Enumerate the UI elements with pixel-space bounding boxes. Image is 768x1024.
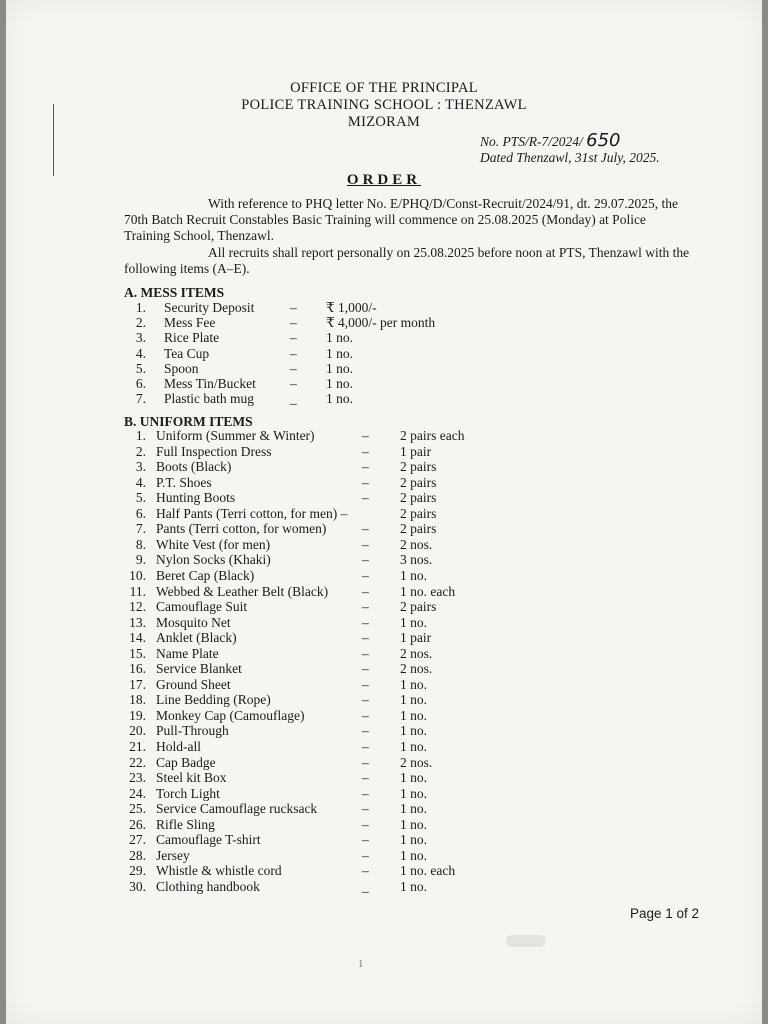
item-quantity: 2 pairs each [400, 428, 465, 443]
item-quantity: 2 nos. [400, 754, 433, 770]
order-paragraph-2: All recruits shall report personally on 25.08.2025 before noon at PTS, Thenzawl with the following items (A–E). [124, 245, 690, 276]
item-number: 19. [129, 707, 146, 723]
item-number: 18. [129, 692, 146, 708]
item-quantity: ₹ 4,000/- per month [326, 315, 436, 331]
item-name: Tea Cup [164, 345, 210, 361]
item-number: 16. [129, 661, 146, 677]
item-dash: – [362, 785, 369, 801]
item-name: Camouflage Suit [156, 599, 248, 615]
item-number: 14. [129, 630, 146, 646]
item-number: 2. [135, 315, 146, 331]
item-name: Service Blanket [156, 661, 242, 677]
state-heading: MIZORAM [347, 114, 421, 130]
item-number: 6. [135, 376, 146, 391]
item-quantity: 1 no. [400, 692, 427, 708]
item-dash: – [362, 739, 369, 754]
item-dash: – [290, 330, 297, 346]
item-name: Camouflage T-shirt [156, 832, 261, 848]
item-quantity: 1 no. [400, 847, 427, 863]
item-name: Clothing handbook [156, 878, 260, 894]
item-name: Mosquito Net [156, 614, 231, 630]
item-dash: – [362, 801, 369, 817]
item-number: 25. [129, 801, 146, 817]
item-number: 3. [135, 330, 146, 346]
item-number: 26. [129, 816, 146, 832]
item-dash: – [362, 754, 369, 770]
item-number: 5. [135, 360, 146, 376]
item-name: Security Deposit [164, 300, 255, 315]
item-dash: – [362, 583, 369, 599]
item-quantity: 2 pairs [400, 459, 437, 475]
item-name: Name Plate [156, 645, 219, 661]
item-number: 3. [135, 459, 146, 475]
item-dash: – [290, 376, 297, 391]
item-number: 4. [135, 345, 146, 361]
item-name: Plastic bath mug [164, 391, 254, 407]
item-quantity: 3 nos. [400, 552, 433, 568]
item-dash: – [362, 707, 369, 723]
item-name: Uniform (Summer & Winter) [156, 428, 315, 443]
item-dash: – [362, 630, 369, 646]
item-name: Beret Cap (Black) [156, 567, 255, 583]
item-quantity: 1 no. [400, 816, 427, 832]
item-number: 24. [129, 785, 146, 801]
item-name: Line Bedding (Rope) [156, 692, 271, 708]
item-name: Hunting Boots [156, 490, 236, 506]
item-name: Full Inspection Dress [156, 443, 272, 459]
item-dash: – [362, 676, 369, 692]
item-number: 8. [135, 536, 146, 552]
item-name: Spoon [164, 360, 199, 376]
order-paragraph-1: With reference to PHQ letter No. E/PHQ/D/Const-Recruit/2024/91, dt. 29.07.2025, the 70th Batch Recruit Constables Basic Training will commence on 25.08.2025 (Monday) at Police Training School, Thenzawl. [124, 196, 679, 243]
item-quantity: 1 no. [400, 739, 427, 754]
item-quantity: 1 no. each [400, 863, 456, 879]
item-quantity: 1 no. [400, 801, 427, 817]
item-dash: – [362, 490, 369, 506]
mess-items-heading: A. MESS ITEMS [124, 285, 225, 300]
uniform-items-heading: B. UNIFORM ITEMS [124, 414, 253, 429]
item-quantity: 2 pairs [400, 521, 437, 537]
item-dash: – [362, 661, 369, 677]
item-name: P.T. Shoes [156, 474, 212, 490]
item-name: Half Pants (Terri cotton, for men) – [156, 505, 348, 521]
scan-smudge [506, 935, 546, 947]
item-name: White Vest (for men) [156, 536, 271, 552]
item-number: 1. [135, 428, 146, 443]
page-footer: Page 1 of 2 [630, 906, 700, 921]
item-name: Ground Sheet [156, 676, 231, 692]
item-number: 23. [129, 770, 146, 786]
item-quantity: 1 no. [326, 345, 353, 361]
item-number: 28. [129, 847, 146, 863]
item-number: 6. [135, 505, 146, 521]
item-dash: – [362, 863, 369, 879]
school-heading: POLICE TRAINING SCHOOL : THENZAWL [241, 97, 527, 113]
item-number: 11. [129, 583, 146, 599]
item-name: Hold-all [156, 739, 201, 754]
item-dash: – [362, 536, 369, 552]
item-dash: – [362, 645, 369, 661]
item-name: Rice Plate [164, 330, 220, 346]
item-dash: – [362, 692, 369, 708]
item-dash: – [362, 428, 369, 443]
item-quantity: 1 no. [400, 832, 427, 848]
item-number: 27. [129, 832, 146, 848]
item-quantity: 2 nos. [400, 661, 433, 677]
item-quantity: 2 pairs [400, 490, 437, 506]
item-name: Boots (Black) [156, 459, 232, 475]
item-quantity: 1 no. [326, 376, 353, 391]
item-quantity: 1 pair [400, 630, 432, 646]
item-quantity: 1 pair [400, 443, 432, 459]
item-quantity: 2 pairs [400, 505, 437, 521]
item-name: Jersey [156, 847, 190, 863]
item-number: 30. [129, 878, 146, 894]
item-dash: – [362, 459, 369, 475]
item-quantity: 1 no. [400, 723, 427, 739]
item-dash: – [290, 315, 297, 331]
handwritten-number: 650 [586, 130, 621, 151]
item-dash: – [362, 832, 369, 848]
item-number: 22. [129, 754, 146, 770]
item-number: 9. [135, 552, 146, 568]
item-number: 1. [135, 300, 146, 315]
item-name: Torch Light [156, 785, 220, 801]
item-number: 2. [135, 443, 146, 459]
item-number: 20. [129, 723, 146, 739]
item-dash: – [290, 300, 297, 315]
item-dash: _ [290, 391, 297, 407]
item-name: Whistle & whistle cord [156, 863, 282, 879]
item-number: 10. [129, 567, 146, 583]
item-dash: – [362, 770, 369, 786]
item-dash: – [362, 567, 369, 583]
reference-number-label: No. PTS/R-7/2024/ [480, 134, 583, 149]
item-dash: – [290, 360, 297, 376]
item-quantity: 1 no. [400, 707, 427, 723]
item-name: Monkey Cap (Camouflage) [156, 707, 305, 723]
item-dash: – [362, 552, 369, 568]
item-name: Nylon Socks (Khaki) [156, 552, 271, 568]
item-name: Webbed & Leather Belt (Black) [156, 583, 329, 599]
item-quantity: 1 no. [326, 360, 353, 376]
item-quantity: ₹ 1,000/- [326, 300, 377, 315]
item-name: Rifle Sling [156, 816, 215, 832]
item-quantity: 1 no. [400, 676, 427, 692]
item-name: Pants (Terri cotton, for women) [156, 521, 327, 537]
item-dash: – [362, 521, 369, 537]
item-quantity: 1 no. [400, 614, 427, 630]
item-number: 13. [129, 614, 146, 630]
item-dash: – [362, 723, 369, 739]
item-number: 15. [129, 645, 146, 661]
item-quantity: 1 no. [326, 391, 353, 407]
dated-line: Dated Thenzawl, 31st July, 2025. [480, 150, 660, 165]
item-quantity: 2 nos. [400, 536, 433, 552]
item-dash: – [362, 474, 369, 490]
item-name: Steel kit Box [156, 770, 227, 786]
item-quantity: 2 nos. [400, 645, 433, 661]
item-dash: – [362, 816, 369, 832]
item-quantity: 2 pairs [400, 599, 437, 615]
item-number: 5. [135, 490, 146, 506]
item-name: Pull-Through [156, 723, 229, 739]
order-title: ORDER [346, 172, 422, 188]
item-quantity: 1 no. [400, 567, 427, 583]
item-quantity: 1 no. [400, 770, 427, 786]
item-dash: – [362, 847, 369, 863]
item-quantity: 2 pairs [400, 474, 437, 490]
item-quantity: 1 no. [400, 785, 427, 801]
item-quantity: 1 no. [400, 878, 427, 894]
office-heading: OFFICE OF THE PRINCIPAL [290, 80, 478, 96]
item-name: Service Camouflage rucksack [156, 801, 318, 817]
item-number: 4. [135, 474, 146, 490]
item-dash: – [362, 599, 369, 615]
reference-number [480, 130, 621, 151]
item-name: Cap Badge [156, 754, 216, 770]
item-number: 7. [135, 391, 146, 407]
item-number: 12. [129, 599, 146, 615]
item-name: Mess Tin/Bucket [164, 376, 256, 391]
item-dash: _ [362, 878, 369, 894]
item-number: 29. [129, 863, 146, 879]
document-page [6, 0, 762, 1024]
item-quantity: 1 no. each [400, 583, 456, 599]
page-number: 1 [358, 958, 364, 970]
item-number: 21. [129, 739, 146, 754]
item-quantity: 1 no. [326, 330, 353, 346]
item-number: 17. [129, 676, 146, 692]
item-number: 7. [135, 521, 146, 537]
item-dash: – [290, 345, 297, 361]
item-name: Mess Fee [164, 315, 216, 331]
item-dash: – [362, 443, 369, 459]
item-dash: – [362, 614, 369, 630]
item-name: Anklet (Black) [156, 630, 237, 646]
